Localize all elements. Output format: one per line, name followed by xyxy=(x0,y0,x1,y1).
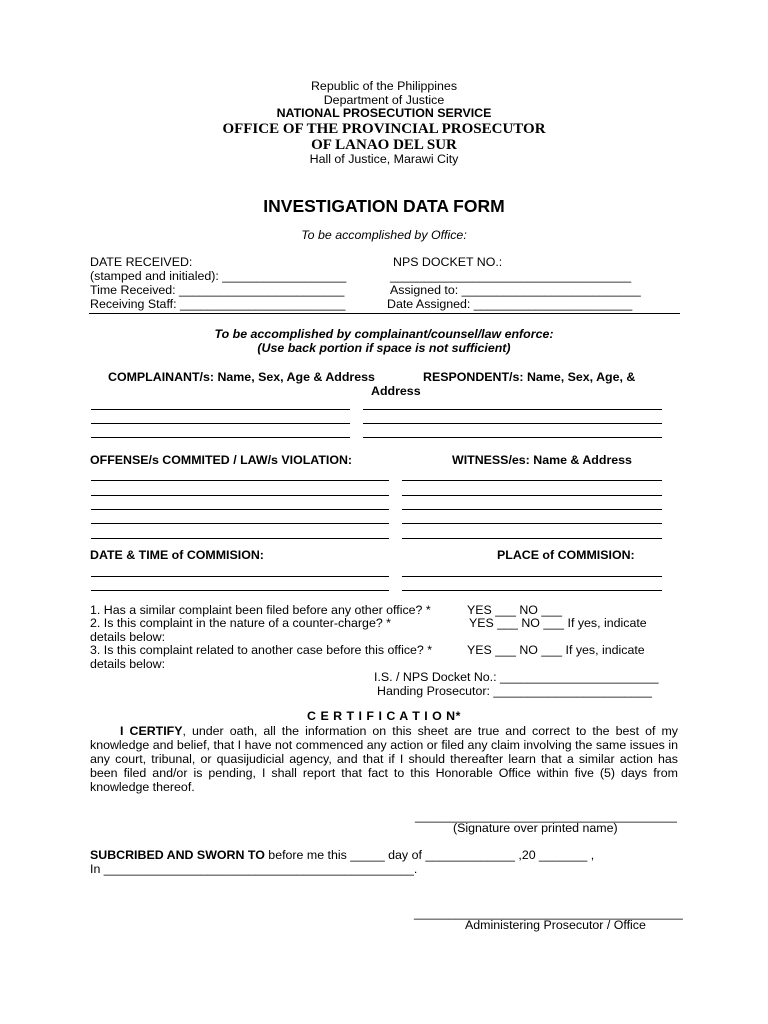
signature-line[interactable]: ______________________________________ xyxy=(415,809,677,823)
witness-line[interactable] xyxy=(402,523,662,524)
certify-lead: I CERTIFY xyxy=(120,724,183,738)
witness-line[interactable] xyxy=(402,480,662,481)
respondent-line[interactable] xyxy=(363,437,662,438)
date-time-line[interactable] xyxy=(91,590,389,591)
assigned-to-field[interactable]: Assigned to: __________________________ xyxy=(390,283,641,297)
administering-caption: Administering Prosecutor / Office xyxy=(465,918,646,932)
office-note: To be accomplished by Office: xyxy=(301,228,467,242)
complainant-line[interactable] xyxy=(91,423,350,424)
offense-line[interactable] xyxy=(91,523,389,524)
page-title: INVESTIGATION DATA FORM xyxy=(263,196,505,216)
sworn-rest[interactable]: before me this _____ day of _____________ ,20 _______ , xyxy=(264,848,595,862)
province-line: OF LANAO DEL SUR xyxy=(311,137,457,153)
respondent-line[interactable] xyxy=(363,409,662,410)
nps-docket-field[interactable]: ___________________________________ xyxy=(390,269,632,283)
certification-text xyxy=(90,724,678,794)
question-1-answer[interactable]: YES ___ NO ___ xyxy=(467,603,563,617)
certify-body: , under oath, all the information on this sheet are true and correct to the best of my knowledge and belief, that I have not commenced any action or filed any claim involving the same issues in any court, tribunal, or quasijudicial agency, and that if I should thereafter learn that a similar action has been filed and/or is pending, I shall report that fact to this Honorable Office within five (5) days from knowledge thereof. xyxy=(90,724,678,794)
sworn-statement xyxy=(90,848,594,862)
stamped-field[interactable]: (stamped and initialed): __________________ xyxy=(90,269,347,283)
administering-line[interactable]: _______________________________________ xyxy=(414,906,683,920)
department-line: Department of Justice xyxy=(323,93,445,107)
handling-prosecutor-field[interactable]: Handing Prosecutor: _______________________ xyxy=(377,684,652,698)
sworn-lead: SUBCRIBED AND SWORN TO xyxy=(90,848,265,862)
offense-line[interactable] xyxy=(91,495,389,496)
section-divider xyxy=(89,313,680,314)
question-3: 3. Is this complaint related to another case before this office? * xyxy=(90,643,433,657)
offense-line[interactable] xyxy=(91,509,389,510)
witness-line[interactable] xyxy=(402,509,662,510)
signature-caption: (Signature over printed name) xyxy=(453,821,618,835)
republic-line: Republic of the Philippines xyxy=(310,79,458,93)
witness-line[interactable] xyxy=(402,495,662,496)
offense-line[interactable] xyxy=(91,480,389,481)
witness-label: WITNESS/es: Name & Address xyxy=(452,453,632,467)
nps-docket-label: NPS DOCKET NO.: xyxy=(393,255,503,269)
date-time-label: DATE & TIME of COMMISION: xyxy=(90,548,264,562)
question-2-answer[interactable]: YES ___ NO ___ If yes, indicate xyxy=(469,616,647,630)
complainant-line[interactable] xyxy=(91,437,350,438)
place-line[interactable] xyxy=(402,590,662,591)
time-received-field[interactable]: Time Received: ________________________ xyxy=(90,283,345,297)
offense-label: OFFENSE/s COMMITED / LAW/s VIOLATION: xyxy=(90,453,353,467)
question-2: 2. Is this complaint in the nature of a counter-charge? * xyxy=(90,616,391,630)
place-label: PLACE of COMMISION: xyxy=(497,548,635,562)
complainant-note: To be accomplished by complainant/counsel/law enforce: xyxy=(214,327,554,341)
respondent-label-cont: Address xyxy=(371,384,421,398)
respondent-line[interactable] xyxy=(363,423,662,424)
complainant-label: COMPLAINANT/s: Name, Sex, Age & Address xyxy=(108,370,375,384)
place-line[interactable] xyxy=(402,576,662,577)
offense-line[interactable] xyxy=(91,538,389,539)
complainant-line[interactable] xyxy=(91,409,350,410)
date-received-label: DATE RECEIVED: xyxy=(90,255,193,269)
office-line: OFFICE OF THE PROVINCIAL PROSECUTOR xyxy=(222,121,546,137)
question-1: 1. Has a similar complaint been filed before any other office? * xyxy=(90,603,431,617)
question-3-details: details below: xyxy=(90,657,166,671)
sworn-in-field[interactable]: In _____________________________________________. xyxy=(90,862,418,876)
nps-line: NATIONAL PROSECUTION SERVICE xyxy=(276,106,492,120)
space-note: (Use back portion if space is not sufficient) xyxy=(257,341,511,355)
is-docket-field[interactable]: I.S. / NPS Docket No.: _______________________ xyxy=(374,670,659,684)
date-time-line[interactable] xyxy=(91,576,389,577)
date-assigned-field[interactable]: Date Assigned: _______________________ xyxy=(387,297,633,311)
question-3-answer[interactable]: YES ___ NO ___ If yes, indicate xyxy=(467,643,645,657)
certification-heading: C E R T I F I C A T I O N* xyxy=(307,709,461,723)
receiving-staff-field[interactable]: Receiving Staff: ________________________ xyxy=(90,297,346,311)
address-line: Hall of Justice, Marawi City xyxy=(309,152,459,166)
witness-line[interactable] xyxy=(402,538,662,539)
question-2-details: details below: xyxy=(90,630,166,644)
respondent-label: RESPONDENT/s: Name, Sex, Age, & xyxy=(423,370,636,384)
